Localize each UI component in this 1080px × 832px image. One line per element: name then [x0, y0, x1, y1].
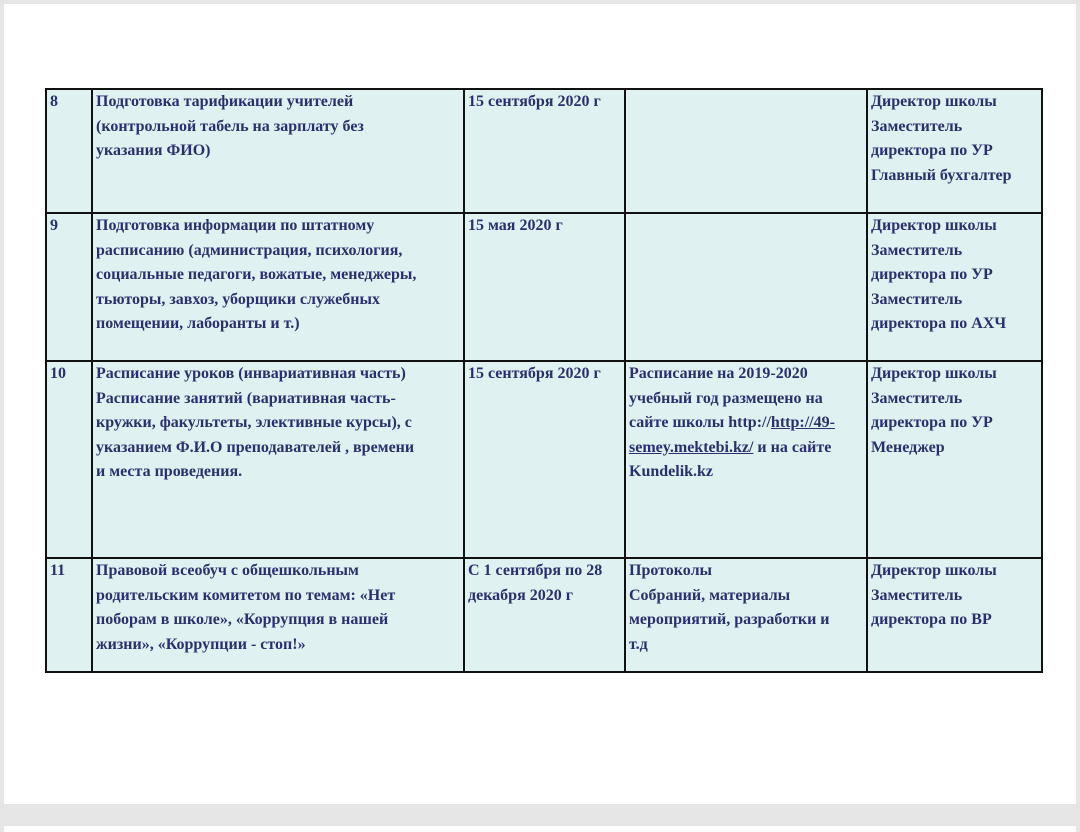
- event-text: Подготовка информации по штатному: [96, 217, 375, 234]
- event-text: родительским комитетом по темам: «Нет: [96, 586, 396, 604]
- deadline-cell: [464, 213, 625, 361]
- responsible-text: Директор школы: [871, 93, 997, 110]
- result-text: [629, 411, 864, 436]
- deadline-text: 15 мая 2020 г: [468, 217, 563, 234]
- school-site-link-continued[interactable]: semey.mektebi.kz/: [629, 438, 754, 456]
- next-page-edge: [4, 826, 1076, 832]
- event-text: указания ФИО): [96, 142, 211, 159]
- deadline-cell: [464, 89, 625, 213]
- responsible-cell: [867, 361, 1042, 558]
- responsible-text: директора по УР: [871, 142, 993, 159]
- deadline-text: 15 сентября 2020 г: [468, 365, 601, 382]
- event-text: расписанию (администрация, психология,: [96, 241, 403, 259]
- event-text: Подготовка тарификации учителей: [96, 93, 354, 110]
- table-row: [46, 361, 1042, 558]
- row-number: 10: [50, 365, 66, 382]
- responsible-cell: [867, 213, 1042, 361]
- responsible-text: Заместитель: [871, 117, 963, 135]
- plan-table: [45, 88, 1043, 673]
- result-cell: [625, 89, 867, 213]
- event-text: социальные педагоги, вожатые, менеджеры,: [96, 266, 417, 283]
- responsible-cell: [867, 89, 1042, 213]
- event-text: кружки, факультеты, элективные курсы), с: [96, 414, 412, 431]
- deadline-text: С 1 сентября по 28: [468, 562, 603, 579]
- result-cell: [625, 361, 867, 558]
- result-cell: [625, 213, 867, 361]
- responsible-text: Заместитель: [871, 389, 963, 407]
- responsible-text: Заместитель: [871, 586, 963, 604]
- result-cell: [625, 558, 867, 672]
- event-cell: [92, 361, 464, 558]
- event-text: тьюторы, завхоз, уборщики служебных: [96, 290, 380, 308]
- result-text: Расписание на 2019-2020: [629, 365, 808, 382]
- event-text: Расписание уроков (инвариативная часть): [96, 365, 406, 382]
- table-row: [46, 558, 1042, 672]
- school-site-link[interactable]: http://49-: [770, 414, 835, 431]
- table-row: [46, 89, 1042, 213]
- result-text: т.д: [629, 635, 648, 653]
- responsible-text: директора по АХЧ: [871, 315, 1007, 332]
- result-text: Kundelik.kz: [629, 463, 714, 480]
- event-text: поборам в школе», «Коррупция в нашей: [96, 611, 389, 628]
- event-cell: [92, 558, 464, 672]
- row-number: 11: [50, 562, 66, 579]
- responsible-text: директора по УР: [871, 266, 993, 283]
- responsible-text: Директор школы: [871, 217, 997, 234]
- event-text: (контрольной табель на зарплату без: [96, 117, 364, 135]
- deadline-cell: [464, 361, 625, 558]
- responsible-text: Заместитель: [871, 290, 963, 308]
- responsible-text: Заместитель: [871, 241, 963, 259]
- result-text: [629, 436, 864, 461]
- result-text: мероприятий, разработки и: [629, 611, 830, 628]
- table-row: [46, 213, 1042, 361]
- event-text: Правовой всеобуч с общешкольным: [96, 562, 359, 579]
- responsible-text: Главный бухгалтер: [871, 166, 1012, 184]
- event-text: и места проведения.: [96, 463, 243, 480]
- row-number-cell: [46, 361, 92, 558]
- responsible-text: директора по ВР: [871, 611, 992, 628]
- row-number-cell: [46, 89, 92, 213]
- responsible-text: директора по УР: [871, 414, 993, 431]
- deadline-cell: [464, 558, 625, 672]
- event-text: помещении, лаборанты и т.): [96, 315, 300, 332]
- row-number-cell: [46, 213, 92, 361]
- result-text-part: и на сайте: [753, 438, 832, 456]
- result-text: Протоколы: [629, 562, 713, 579]
- responsible-text: Менеджер: [871, 438, 945, 456]
- event-cell: [92, 213, 464, 361]
- responsible-text: Директор школы: [871, 365, 997, 382]
- result-text-part: сайте школы http://: [629, 414, 771, 431]
- row-number: 8: [50, 93, 58, 110]
- result-text: учебный год размещено на: [629, 389, 823, 407]
- event-text: указанием Ф.И.О преподавателей , времени: [96, 438, 415, 456]
- result-text: Собраний, материалы: [629, 586, 791, 604]
- event-text: Расписание занятий (вариативная часть-: [96, 389, 396, 407]
- row-number: 9: [50, 217, 58, 234]
- row-number-cell: [46, 558, 92, 672]
- event-text: жизни», «Коррупции - стоп!»: [96, 635, 306, 653]
- responsible-text: Директор школы: [871, 562, 997, 579]
- deadline-text: декабря 2020 г: [468, 586, 573, 604]
- event-cell: [92, 89, 464, 213]
- responsible-cell: [867, 558, 1042, 672]
- deadline-text: 15 сентября 2020 г: [468, 93, 601, 110]
